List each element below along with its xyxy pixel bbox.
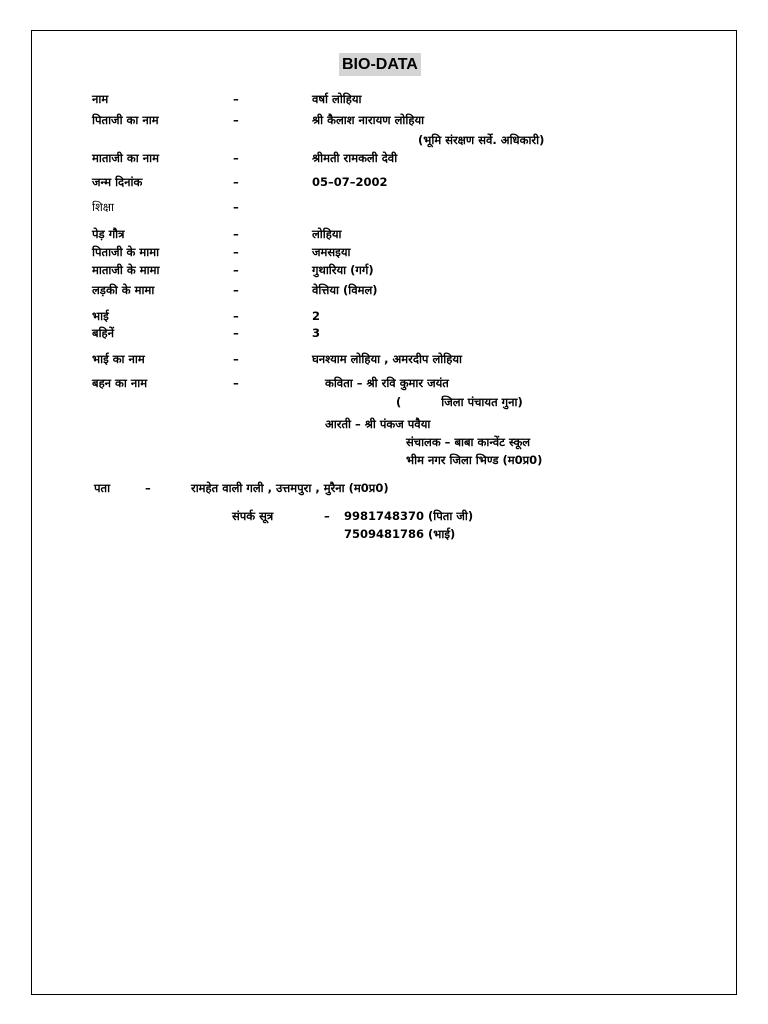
value-birth-date: 05–07–2002	[312, 175, 388, 189]
label-address: पता	[94, 481, 111, 495]
label-father-maternal-uncle: पिताजी के मामा	[92, 245, 160, 259]
label-education: शिक्षा	[92, 200, 115, 214]
value-gotra: लोहिया	[312, 227, 342, 241]
value-address: रामहेत वाली गली , उत्तमपुरा , मुरैना (म0प्र0)	[191, 481, 389, 495]
dash: –	[233, 151, 239, 165]
dash: –	[233, 283, 239, 297]
value-name: वर्षा लोहिया	[312, 92, 362, 106]
dash: –	[233, 352, 239, 366]
value-mother-maternal-uncle: गुथारिया (गर्ग)	[312, 263, 374, 277]
dash: –	[324, 509, 330, 523]
label-sisters: बहिनें	[92, 326, 115, 340]
dash: –	[145, 481, 151, 495]
value-mother-name: श्रीमती रामकली देवी	[312, 151, 398, 165]
dash: –	[233, 227, 239, 241]
dash: –	[233, 200, 239, 214]
page-title: BIO-DATA	[339, 53, 421, 76]
label-brother-names: भाई का नाम	[92, 352, 145, 366]
value-contact-brother: 7509481786 (भाई)	[344, 527, 456, 541]
value-father-maternal-uncle: जमसइया	[312, 245, 351, 259]
dash: –	[233, 326, 239, 340]
value-father-name: श्री कैलाश नारायण लोहिया	[312, 113, 425, 127]
label-brothers: भाई	[92, 309, 109, 323]
value-sister-1-detail: ( जिला पंचायत गुना)	[396, 395, 523, 409]
dash: –	[233, 263, 239, 277]
value-contact-father: 9981748370 (पिता जी)	[344, 509, 474, 523]
dash: –	[233, 92, 239, 106]
label-girl-maternal-uncle: लड़की के मामा	[92, 283, 155, 297]
value-sister-2: आरती – श्री पंकज पवैया	[325, 417, 431, 431]
value-sisters: 3	[312, 326, 321, 340]
label-mother-name: माताजी का नाम	[92, 151, 159, 165]
label-father-name: पिताजी का नाम	[92, 113, 159, 127]
value-sister-2-detail-1: संचालक – बाबा कान्वेंट स्कूल	[406, 435, 531, 449]
value-brother-names: घनश्याम लोहिया , अमरदीप लोहिया	[312, 352, 462, 366]
dash: –	[233, 376, 239, 390]
dash: –	[233, 175, 239, 189]
label-mother-maternal-uncle: माताजी के मामा	[92, 263, 160, 277]
value-brothers: 2	[312, 309, 321, 323]
label-name: नाम	[92, 92, 109, 106]
value-sister-1: कविता – श्री रवि कुमार जयंत	[325, 376, 449, 390]
label-birth-date: जन्म दिनांक	[92, 175, 143, 189]
value-father-occupation: (भूमि संरक्षण सर्वे. अधिकारी)	[418, 133, 545, 147]
label-contact: संपर्क सूत्र	[232, 509, 274, 523]
value-girl-maternal-uncle: वेत्तिया (विमल)	[312, 283, 378, 297]
dash: –	[233, 113, 239, 127]
value-sister-2-detail-2: भीम नगर जिला भिण्ड (म0प्र0)	[406, 453, 543, 467]
dash: –	[233, 245, 239, 259]
label-sister-names: बहन का नाम	[92, 376, 148, 390]
dash: –	[233, 309, 239, 323]
label-gotra: पेड़ गौत्र	[92, 227, 125, 241]
